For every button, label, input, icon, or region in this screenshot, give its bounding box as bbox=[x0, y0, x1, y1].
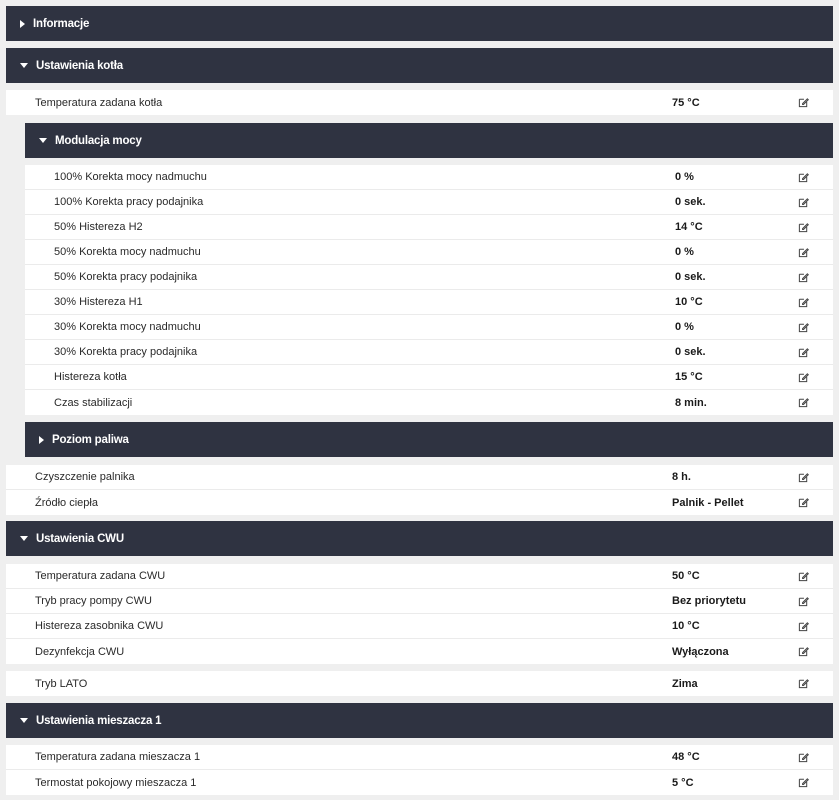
setting-row bbox=[6, 671, 833, 696]
setting-row bbox=[25, 390, 833, 415]
setting-value: Zima bbox=[672, 677, 698, 690]
edit-icon[interactable] bbox=[797, 271, 809, 283]
setting-label: 30% Korekta mocy nadmuchu bbox=[54, 321, 201, 333]
edit-icon[interactable] bbox=[797, 620, 809, 632]
setting-row bbox=[25, 340, 833, 365]
setting-label: 50% Korekta pracy podajnika bbox=[54, 271, 198, 283]
setting-value: 0 % bbox=[675, 246, 694, 258]
edit-icon[interactable] bbox=[797, 497, 809, 509]
setting-label: Czas stabilizacji bbox=[54, 396, 133, 409]
setting-value: 5 °C bbox=[672, 776, 694, 789]
subsection-title: Poziom paliwa bbox=[52, 433, 129, 446]
setting-label: Termostat pokojowy mieszacza 1 bbox=[35, 776, 197, 789]
setting-value: Wyłączona bbox=[672, 645, 729, 658]
edit-icon[interactable] bbox=[797, 346, 809, 358]
setting-row bbox=[25, 215, 833, 240]
setting-row bbox=[6, 589, 833, 614]
setting-label: Histereza kotła bbox=[54, 371, 127, 383]
setting-label: Histereza zasobnika CWU bbox=[35, 620, 164, 632]
settings-panel-mieszacza bbox=[6, 745, 833, 795]
edit-icon[interactable] bbox=[797, 751, 809, 763]
edit-icon[interactable] bbox=[797, 196, 809, 208]
setting-row bbox=[6, 90, 833, 115]
edit-icon[interactable] bbox=[797, 221, 809, 233]
setting-value: Palnik - Pellet bbox=[672, 496, 744, 509]
setting-value: 50 °C bbox=[672, 570, 700, 582]
settings-panel-cwu bbox=[6, 564, 833, 664]
setting-label: Dezynfekcja CWU bbox=[35, 645, 125, 658]
section-title: Ustawienia mieszacza 1 bbox=[36, 714, 162, 727]
edit-icon[interactable] bbox=[797, 678, 809, 690]
setting-label: Temperatura zadana CWU bbox=[35, 570, 166, 582]
settings-panel-modulacja bbox=[25, 165, 833, 415]
setting-label: Czyszczenie palnika bbox=[35, 471, 135, 483]
setting-label: Temperatura zadana mieszacza 1 bbox=[35, 751, 201, 763]
setting-row bbox=[6, 745, 833, 770]
setting-label: 30% Korekta pracy podajnika bbox=[54, 346, 198, 358]
chevron-right-icon bbox=[39, 436, 44, 444]
subsection-header-modulacja-mocy[interactable] bbox=[25, 123, 833, 158]
edit-icon[interactable] bbox=[797, 371, 809, 383]
setting-row bbox=[6, 465, 833, 490]
section-title: Ustawienia CWU bbox=[36, 532, 124, 545]
setting-value: 0 sek. bbox=[675, 196, 706, 208]
chevron-right-icon bbox=[20, 20, 25, 28]
edit-icon[interactable] bbox=[797, 97, 809, 109]
setting-row bbox=[6, 564, 833, 589]
setting-value: 0 % bbox=[675, 171, 694, 183]
setting-value: 48 °C bbox=[672, 751, 700, 763]
edit-icon[interactable] bbox=[797, 246, 809, 258]
section-header-informacje[interactable] bbox=[6, 6, 833, 41]
setting-row bbox=[6, 614, 833, 639]
setting-row bbox=[25, 365, 833, 390]
setting-label: Tryb pracy pompy CWU bbox=[35, 595, 152, 607]
setting-row bbox=[25, 165, 833, 190]
setting-value: 8 min. bbox=[675, 396, 707, 409]
setting-value: 0 sek. bbox=[675, 271, 706, 283]
chevron-down-icon bbox=[20, 536, 28, 541]
settings-panel-kotla-top bbox=[6, 90, 833, 115]
chevron-down-icon bbox=[20, 63, 28, 68]
setting-value: Bez priorytetu bbox=[672, 595, 746, 607]
setting-value: 10 °C bbox=[675, 296, 703, 308]
setting-value: 15 °C bbox=[675, 371, 703, 383]
chevron-down-icon bbox=[39, 138, 47, 143]
chevron-down-icon bbox=[20, 718, 28, 723]
setting-label: Źródło ciepła bbox=[35, 496, 98, 509]
edit-icon[interactable] bbox=[797, 296, 809, 308]
setting-row bbox=[25, 190, 833, 215]
setting-row bbox=[6, 770, 833, 795]
setting-value: 75 °C bbox=[672, 96, 700, 109]
edit-icon[interactable] bbox=[797, 321, 809, 333]
setting-row bbox=[25, 290, 833, 315]
setting-label: 50% Korekta mocy nadmuchu bbox=[54, 246, 201, 258]
section-title: Ustawienia kotła bbox=[36, 59, 123, 72]
setting-row bbox=[6, 490, 833, 515]
settings-panel-tryb-lato bbox=[6, 671, 833, 696]
setting-value: 10 °C bbox=[672, 620, 700, 632]
setting-value: 14 °C bbox=[675, 221, 703, 233]
settings-panel-kotla-bottom bbox=[6, 465, 833, 515]
section-header-ustawienia-kotla[interactable] bbox=[6, 48, 833, 83]
edit-icon[interactable] bbox=[797, 646, 809, 658]
setting-label: 100% Korekta pracy podajnika bbox=[54, 196, 204, 208]
setting-row bbox=[25, 240, 833, 265]
edit-icon[interactable] bbox=[797, 570, 809, 582]
setting-value: 0 % bbox=[675, 321, 694, 333]
setting-label: 50% Histereza H2 bbox=[54, 221, 143, 233]
section-title: Informacje bbox=[33, 17, 90, 30]
subsection-header-poziom-paliwa[interactable] bbox=[25, 422, 833, 457]
setting-label: Temperatura zadana kotła bbox=[35, 96, 163, 109]
setting-label: Tryb LATO bbox=[35, 677, 88, 690]
section-header-ustawienia-mieszacza[interactable] bbox=[6, 703, 833, 738]
section-header-ustawienia-cwu[interactable] bbox=[6, 521, 833, 556]
setting-row bbox=[25, 315, 833, 340]
setting-label: 30% Histereza H1 bbox=[54, 296, 143, 308]
setting-row bbox=[6, 639, 833, 664]
edit-icon[interactable] bbox=[797, 171, 809, 183]
edit-icon[interactable] bbox=[797, 595, 809, 607]
setting-value: 0 sek. bbox=[675, 346, 706, 358]
setting-label: 100% Korekta mocy nadmuchu bbox=[54, 171, 207, 183]
subsection-title: Modulacja mocy bbox=[55, 134, 142, 147]
edit-icon[interactable] bbox=[797, 471, 809, 483]
setting-row bbox=[25, 265, 833, 290]
edit-icon[interactable] bbox=[797, 777, 809, 789]
setting-value: 8 h. bbox=[672, 471, 691, 483]
edit-icon[interactable] bbox=[797, 397, 809, 409]
